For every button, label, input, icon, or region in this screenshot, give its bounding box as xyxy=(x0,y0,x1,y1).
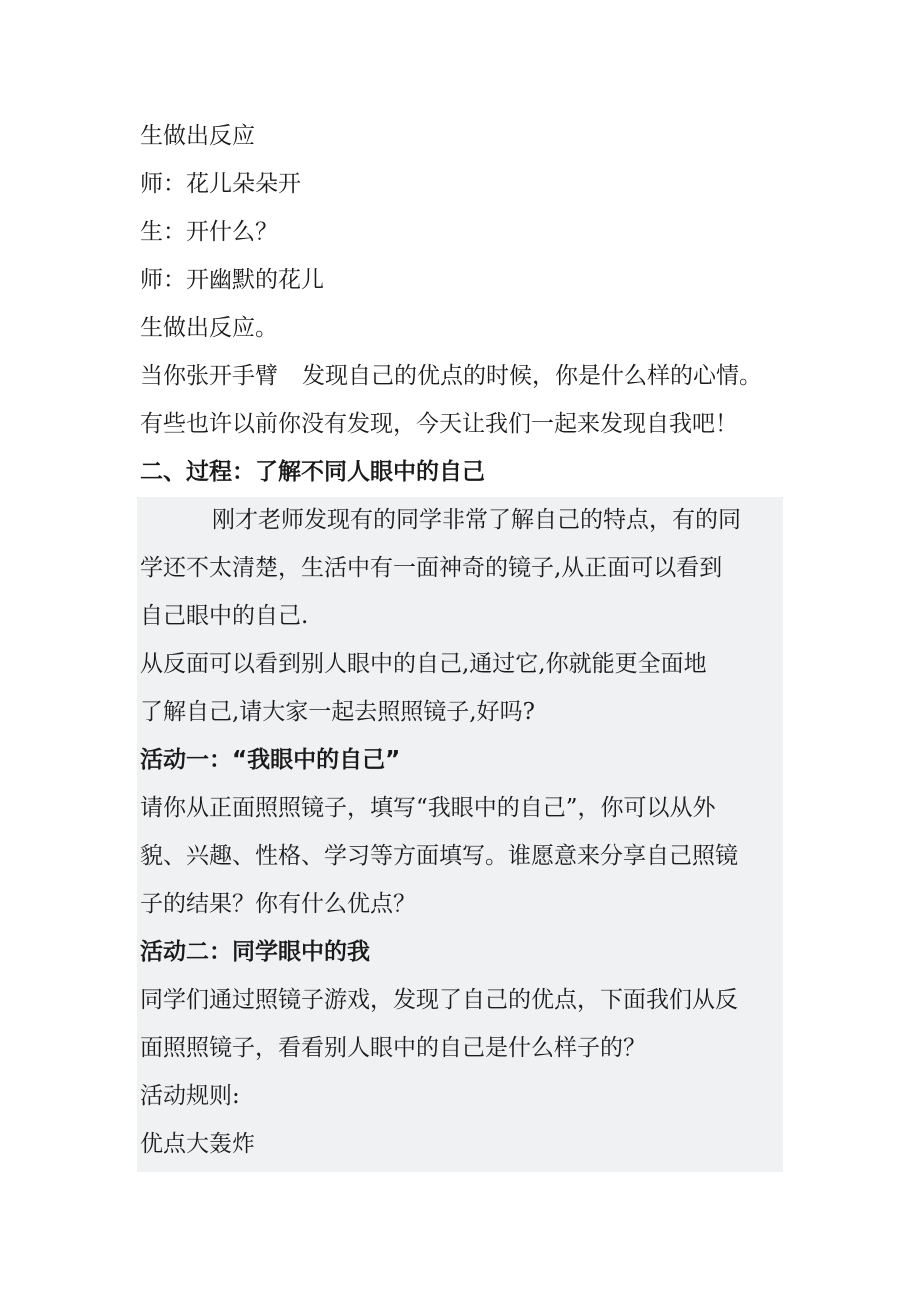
section-heading: 二、过程：了解不同人眼中的自己 xyxy=(140,459,485,485)
text-line: 有些也许以前你没有发现，今天让我们一起来发现自我吧！ xyxy=(140,411,738,437)
text-line xyxy=(140,361,762,391)
text-fragment: 当你张开手臂 xyxy=(140,363,278,389)
text-line: 师：开幽默的花儿 xyxy=(140,267,324,293)
text-fragment: 发现自己的优点的时候，你是什么样的心情。 xyxy=(302,363,762,389)
text-line: 学还不太清楚，生活中有一面神奇的镜子,从正面可以看到 xyxy=(140,555,723,581)
shaded-block xyxy=(137,497,783,1172)
text-line: 貌、兴趣、性格、学习等方面填写。谁愿意来分享自己照镜 xyxy=(140,843,738,869)
text-line: 了解自己,请大家一起去照照镜子,好吗? xyxy=(140,699,535,725)
text-line: 刚才老师发现有的同学非常了解自己的特点，有的同 xyxy=(212,507,741,533)
text-line: 师：花儿朵朵开 xyxy=(140,171,301,197)
text-line: 同学们通过照镜子游戏，发现了自己的优点，下面我们从反 xyxy=(140,987,738,1013)
activity-heading: 活动二：同学眼中的我 xyxy=(140,939,370,965)
text-line: 子的结果？你有什么优点？ xyxy=(140,891,416,917)
text-line: 生做出反应 xyxy=(140,123,255,149)
text-line: 生做出反应。 xyxy=(140,315,278,341)
text-line: 活动规则: xyxy=(140,1083,240,1109)
text-line: 优点大轰炸 xyxy=(140,1131,255,1157)
text-line: 自己眼中的自己. xyxy=(140,603,309,629)
activity-heading: 活动一：“我眼中的自己” xyxy=(140,747,401,773)
text-line: 请你从正面照照镜子，填写“我眼中的自己”，你可以从外 xyxy=(140,795,716,821)
text-line: 面照照镜子，看看别人眼中的自己是什么样子的？ xyxy=(140,1035,646,1061)
text-line: 从反面可以看到别人眼中的自己,通过它,你就能更全面地 xyxy=(140,651,707,677)
text-line: 生：开什么？ xyxy=(140,219,278,245)
